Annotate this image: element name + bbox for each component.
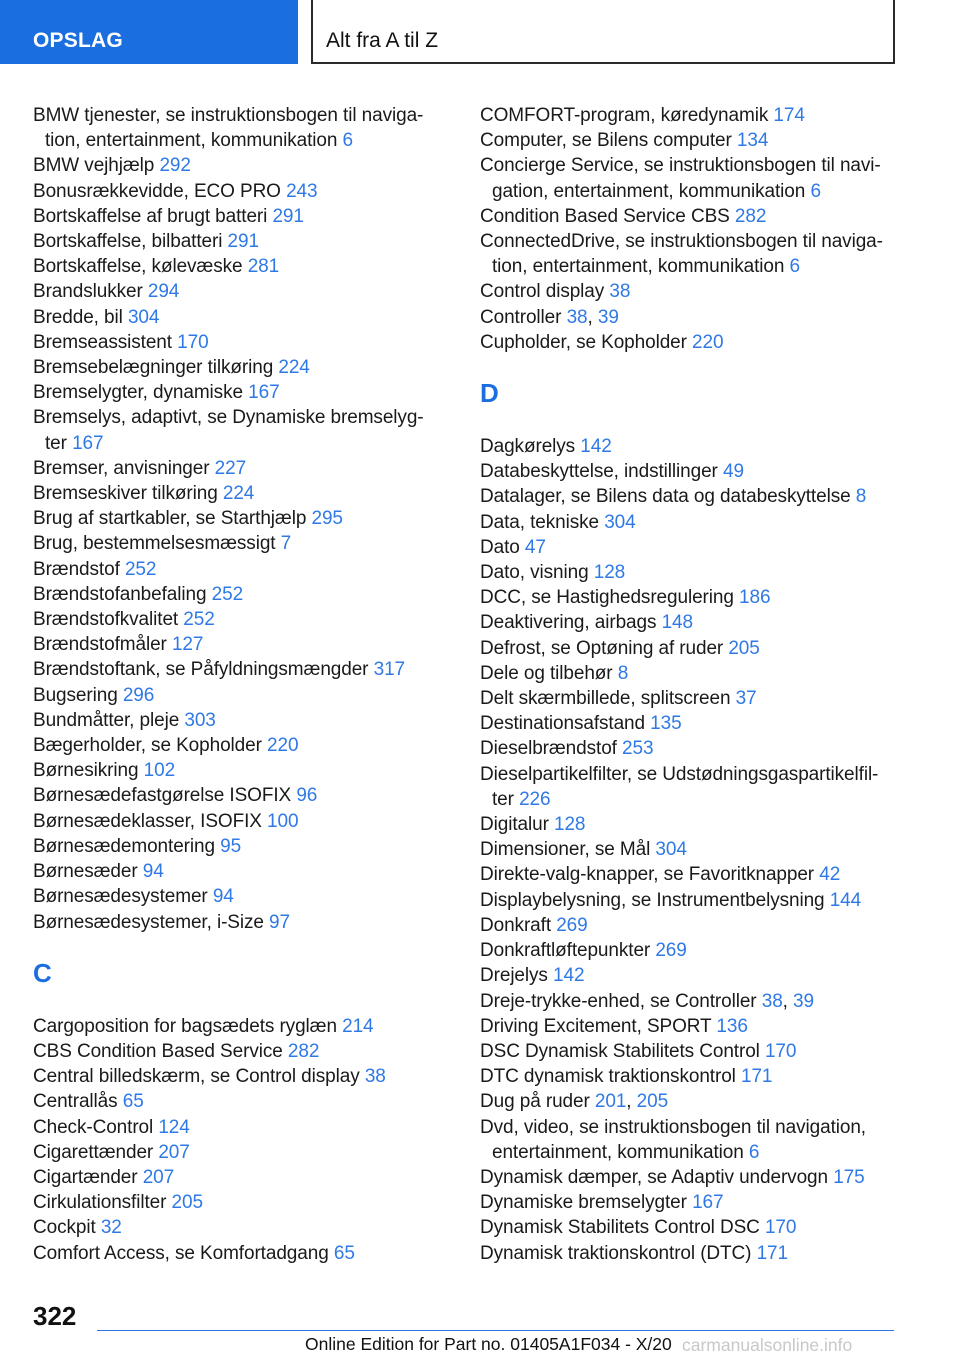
index-entry [480,1165,900,1190]
index-entry [480,1039,900,1064]
page-reference-link[interactable]: 127 [171,634,204,656]
page-number: 322 [33,1301,77,1331]
index-term: Bortskaffelse, bilbatteri [33,231,223,253]
page-reference-link[interactable]: 6 [810,180,821,202]
page-reference-link[interactable]: 95 [220,835,242,857]
index-term: Check-Control [33,1116,154,1138]
index-term: Cargoposition for bagsædets ryglæn [33,1015,337,1037]
page-reference-link[interactable]: 291 [227,231,259,253]
index-entry: Dug på ruder 201, 205 [480,1091,669,1113]
page-reference-link[interactable]: 65 [122,1091,144,1113]
index-entry [33,279,448,304]
index-entry [480,330,900,355]
page-reference-link[interactable]: 6 [748,1141,760,1163]
index-entry [33,758,448,783]
index-term: Cupholder, se Kopholder [480,331,687,353]
index-entry [33,683,448,708]
index-term: Datalager, se Bilens data og databeskyttelse [480,486,851,508]
index-entry [33,103,448,153]
index-term: Driving Excitement, SPORT [480,1015,712,1037]
index-entry [480,862,900,887]
page-reference-link[interactable]: 167 [248,382,280,404]
index-entry [33,1115,448,1140]
index-letter-heading: C [33,957,52,988]
index-term: Cirkulationsfilter [33,1192,167,1214]
index-term: Central billedskærm, se Control display [33,1066,360,1088]
page-reference-link[interactable]: 170 [764,1217,797,1239]
index-entry [480,963,900,988]
index-entry [33,1039,448,1064]
page-reference-link[interactable]: 171 [740,1066,773,1088]
index-term: Defrost, se Optøning af ruder [480,637,724,659]
index-entry [480,837,900,862]
index-term: Condition Based Service CBS [480,205,730,227]
chapter-title: Alt fra A til Z [311,0,895,64]
index-entry: Dreje-trykke-enhed, se Controller 38, 39 [480,990,814,1012]
index-term: Drejelys [480,965,548,987]
index-entry [480,128,900,153]
page-reference-link[interactable]: 269 [655,940,687,962]
index-term: Control display [480,281,605,303]
index-entry [480,812,900,837]
index-entry [480,711,900,736]
index-entry [33,153,448,178]
page-reference-link[interactable]: 42 [819,864,841,886]
index-term: Brug af startkabler, se Starthjælp [33,508,307,530]
page-reference-link[interactable]: 97 [269,911,290,933]
index-entry [33,859,448,884]
index-entry [33,632,448,657]
index-entry [33,355,448,380]
page-reference-link[interactable]: 174 [773,105,805,126]
index-entry [33,1241,448,1266]
index-entry [33,607,448,632]
index-term: Dieselpartikelfilter, se Udstødningsgaspartikelfil- ter [480,763,879,810]
index-entry [33,481,448,506]
index-term: DSC Dynamisk Stabilitets Control [480,1040,760,1062]
index-term: Dynamisk Stabilitets Control DSC [480,1217,760,1239]
index-entry [480,229,900,279]
index-entry [33,809,448,834]
index-term: Børnesædeklasser, ISOFIX [33,810,262,832]
index-entry [480,661,900,686]
watermark: carmanualsonline.info [682,1335,853,1355]
index-entry: Controller 38, 39 [480,306,619,328]
footer-divider [97,1330,894,1331]
page-reference-link[interactable]: 252 [183,609,215,631]
index-term: BMW vejhjælp [33,155,155,177]
page-reference-link[interactable]: 94 [212,886,234,908]
index-term: Bonusrækkevidde, ECO PRO [33,180,281,202]
page-reference-link[interactable]: 170 [764,1040,797,1062]
index-term: Data, tekniske [480,511,599,533]
page-reference-link[interactable]: 7 [280,533,292,555]
page-reference-link[interactable]: 207 [142,1166,175,1188]
index-term: Bortskaffelse, kølevæske [33,256,243,278]
index-entry [480,535,900,560]
page-reference-link[interactable]: 205 [728,637,760,659]
index-entry [480,585,900,610]
index-term: Børnesæder [33,861,138,883]
index-entry [33,1089,448,1114]
index-entry [33,179,448,204]
section-tab: OPSLAG [0,0,298,64]
index-entry [480,279,900,304]
index-entry [33,330,448,355]
index-term: ConnectedDrive, se instruktionsbogen til naviga- tion, entertainment, kommunikation [480,231,883,278]
index-entry [33,1190,448,1215]
index-term: COMFORT-program, køredynamik [480,105,769,126]
index-term: Donkraft [480,914,552,936]
page-reference-link[interactable]: 214 [342,1015,374,1037]
index-term: Computer, se Bilens computer [480,130,732,152]
index-entry [33,1215,448,1240]
page-reference-link[interactable]: 136 [716,1015,748,1037]
index-column-right [480,103,900,1266]
page-reference-link[interactable]: 303 [184,709,216,731]
page-reference-link[interactable]: 6 [342,130,353,152]
page-reference-link[interactable]: 6 [789,256,800,278]
page-reference-link[interactable]: 281 [247,256,280,278]
index-term: Brug, bestemmelsesmæssigt [33,533,276,555]
index-term: BMW tjenester, se instruktionsbogen til naviga- tion, entertainment, kommunikation [33,105,424,152]
index-entry [33,910,448,935]
page-reference-link[interactable]: 304 [655,839,687,861]
page-reference-link[interactable]: 207 [158,1141,190,1163]
index-term: Cigartænder [33,1166,138,1188]
page-reference-link[interactable]: 282 [287,1040,320,1062]
index-term: Cockpit [33,1217,96,1239]
page-reference-link[interactable]: 8 [617,662,629,684]
index-entry [33,506,448,531]
index-term: Brændstoftank, se Påfyldningsmængder [33,659,369,681]
page-reference-link[interactable]: 135 [650,713,682,735]
index-entry [33,405,448,455]
index-entry [33,708,448,733]
index-entry [480,636,900,661]
index-term: Direkte-valg-knapper, se Favoritknapper [480,864,815,886]
index-term: Bremsebelægninger tilkøring [33,357,274,379]
index-term: Deaktivering, airbags [480,612,657,634]
page-reference-link[interactable]: 38 [364,1066,386,1088]
index-term: CBS Condition Based Service [33,1040,283,1062]
index-entry [33,884,448,909]
index-term: Comfort Access, se Komfortadgang [33,1242,329,1264]
index-entry [33,834,448,859]
index-term: Brændstof [33,558,120,580]
index-term: Delt skærmbillede, splitscreen [480,688,731,710]
index-entry [480,560,900,585]
index-term: Bredde, bil [33,306,123,328]
page-reference-link[interactable]: 317 [373,659,406,681]
page-reference-link[interactable]: 205 [171,1192,203,1214]
index-entry [33,380,448,405]
index-term: Controller [480,306,562,328]
index-term: DTC dynamisk traktionskontrol [480,1066,736,1088]
index-entry [33,657,448,682]
index-entry [480,610,900,635]
index-entry [33,531,448,556]
index-entry [480,1064,900,1089]
index-term: Cigarettænder [33,1141,154,1163]
page-reference-link[interactable]: 167 [692,1192,724,1214]
page-reference-link[interactable]: 128 [593,562,626,584]
index-entry [480,762,900,812]
page-reference-link[interactable]: 8 [855,486,867,508]
index-term: Databeskyttelse, indstillinger [480,461,718,483]
index-entry [33,1014,448,1039]
page-reference-link[interactable]: 94 [142,861,164,883]
page-reference-link[interactable]: 38 [609,281,631,303]
index-term: Bremser, anvisninger [33,457,210,479]
page-reference-link[interactable]: 294 [147,281,180,303]
page-reference-link[interactable]: 282 [734,205,767,227]
page-reference-link[interactable]: 32 [100,1217,122,1239]
index-letter-heading: D [480,378,499,409]
page-reference-link[interactable]: 304 [604,511,636,533]
index-term: Dato [480,536,520,558]
page-reference-link[interactable]: 304 [127,306,160,328]
index-term: Displaybelysning, se Instrumentbelysning [480,889,825,911]
page-reference-link[interactable]: 148 [661,612,693,634]
page-reference-link[interactable]: 227 [214,457,247,479]
index-term: Bremselygter, dynamiske [33,382,243,404]
index-entry [33,1140,448,1165]
page-reference-link[interactable]: 269 [556,914,588,936]
index-entry [480,1241,900,1266]
page-reference-link[interactable]: 170 [177,331,209,353]
index-term: Dynamisk dæmper, se Adaptiv undervogn [480,1166,828,1188]
index-entry [33,557,448,582]
edition-footer: Online Edition for Part no. 01405A1F034 - X/20 [305,1334,672,1354]
page-reference-link[interactable]: 205 [636,1091,669,1113]
index-term: Brandslukker [33,281,143,303]
page-reference-link[interactable]: 124 [158,1116,190,1138]
page-reference-link[interactable]: 252 [124,558,157,580]
index-entry [33,1165,448,1190]
page-reference-link[interactable]: 292 [159,155,191,177]
index-term: DCC, se Hastighedsregulering [480,587,734,609]
page-reference-link[interactable]: 171 [756,1242,788,1264]
page-reference-link[interactable]: 295 [311,508,343,530]
index-term: Bremseassistent [33,331,172,353]
index-entry [33,254,448,279]
index-term: Dvd, video, se instruktionsbogen til navigation, entertainment, kommunikation [480,1116,866,1163]
index-term: Bremselys, adaptivt, se Dynamiske bremselyg- ter [33,407,424,454]
index-column-left [33,103,448,1266]
index-term: Brændstofkvalitet [33,609,179,631]
index-entry [480,1190,900,1215]
index-entry [33,783,448,808]
index-term: Concierge Service, se instruktionsbogen til navi- gation, entertainment, kommunikation [480,155,881,202]
page-reference-link[interactable]: 142 [580,436,612,458]
index-term: Dynamisk traktionskontrol (DTC) [480,1242,752,1264]
page-reference-link[interactable]: 220 [692,331,724,353]
index-entry [480,459,900,484]
index-entry [33,229,448,254]
index-entry [480,484,900,509]
index-entry [33,305,448,330]
page-reference-link[interactable]: 224 [222,483,255,505]
index-entry [33,1064,448,1089]
page-reference-link[interactable]: 291 [272,205,304,227]
index-entry [480,103,900,128]
index-term: Dele og tilbehør [480,662,613,684]
index-entry [33,204,448,229]
index-term: Bortskaffelse af brugt batteri [33,205,268,227]
index-term: Bugsering [33,684,118,706]
index-entry [480,938,900,963]
index-entry [480,1115,900,1165]
index-term: Børnesikring [33,760,139,782]
page-reference-link[interactable]: 252 [211,583,244,605]
page-reference-link[interactable]: 134 [736,130,769,152]
page-reference-link[interactable]: 37 [735,688,757,710]
index-entry [480,434,900,459]
index-entry [480,913,900,938]
index-term: Centrallås [33,1091,118,1113]
index-term: Dynamiske bremselygter [480,1192,687,1214]
index-term: Bundmåtter, pleje [33,709,180,731]
index-entry [33,582,448,607]
index-term: Brændstofmåler [33,634,167,656]
page-reference-link[interactable]: 96 [296,785,318,807]
index-entry [33,733,448,758]
page-reference-link[interactable]: 296 [122,684,155,706]
page-reference-link[interactable]: 226 [519,788,551,810]
index-entry [480,204,900,229]
index-term: Dato, visning [480,562,589,584]
page-reference-link[interactable]: 49 [722,461,744,483]
index-term: Dug på ruder [480,1091,590,1113]
index-term: Børnesædefastgørelse ISOFIX [33,785,292,807]
page-reference-link[interactable]: 100 [267,810,299,832]
page-reference-link[interactable]: 175 [833,1166,865,1188]
page-reference-link[interactable]: 220 [267,735,299,757]
index-term: Dagkørelys [480,436,576,458]
index-entry [480,1215,900,1240]
page-reference-link[interactable]: 39 [793,990,814,1012]
index-term: Dreje-trykke-enhed, se Controller [480,990,757,1012]
page-reference-link[interactable]: 253 [622,738,654,760]
index-entry [480,686,900,711]
index-term: Bremseskiver tilkøring [33,483,218,505]
page-reference-link[interactable]: 142 [553,965,585,987]
index-term: Bægerholder, se Kopholder [33,735,262,757]
index-term: Destinationsafstand [480,713,645,735]
page-reference-link[interactable]: 144 [829,889,862,911]
page-reference-link[interactable]: 102 [143,760,176,782]
page-reference-link[interactable]: 224 [278,357,310,379]
page-reference-link[interactable]: 201 [594,1091,627,1113]
page-reference-link[interactable]: 39 [597,306,619,328]
index-term: Donkraftløftepunkter [480,940,651,962]
index-entry [480,888,900,913]
index-term: Dieselbrændstof [480,738,617,760]
index-term: Dimensioner, se Mål [480,839,651,861]
index-term: Børnesædesystemer, i-Size [33,911,264,933]
page-reference-link[interactable]: 128 [553,814,586,836]
index-term: Børnesædemontering [33,835,215,857]
index-term: Børnesædesystemer [33,886,208,908]
page-reference-link[interactable]: 38 [761,990,783,1012]
page-reference-link[interactable]: 243 [286,180,318,202]
index-entry [480,153,900,203]
page-reference-link[interactable]: 38 [566,306,588,328]
index-term: Brændstofanbefaling [33,583,207,605]
page-reference-link[interactable]: 47 [524,536,546,558]
index-entry [480,1014,900,1039]
page-reference-link[interactable]: 186 [739,587,771,609]
page-reference-link[interactable]: 65 [333,1242,355,1264]
index-entry [33,456,448,481]
page-reference-link[interactable]: 167 [72,432,104,454]
index-entry [480,510,900,535]
index-term: Digitalur [480,814,549,836]
index-entry [480,736,900,761]
